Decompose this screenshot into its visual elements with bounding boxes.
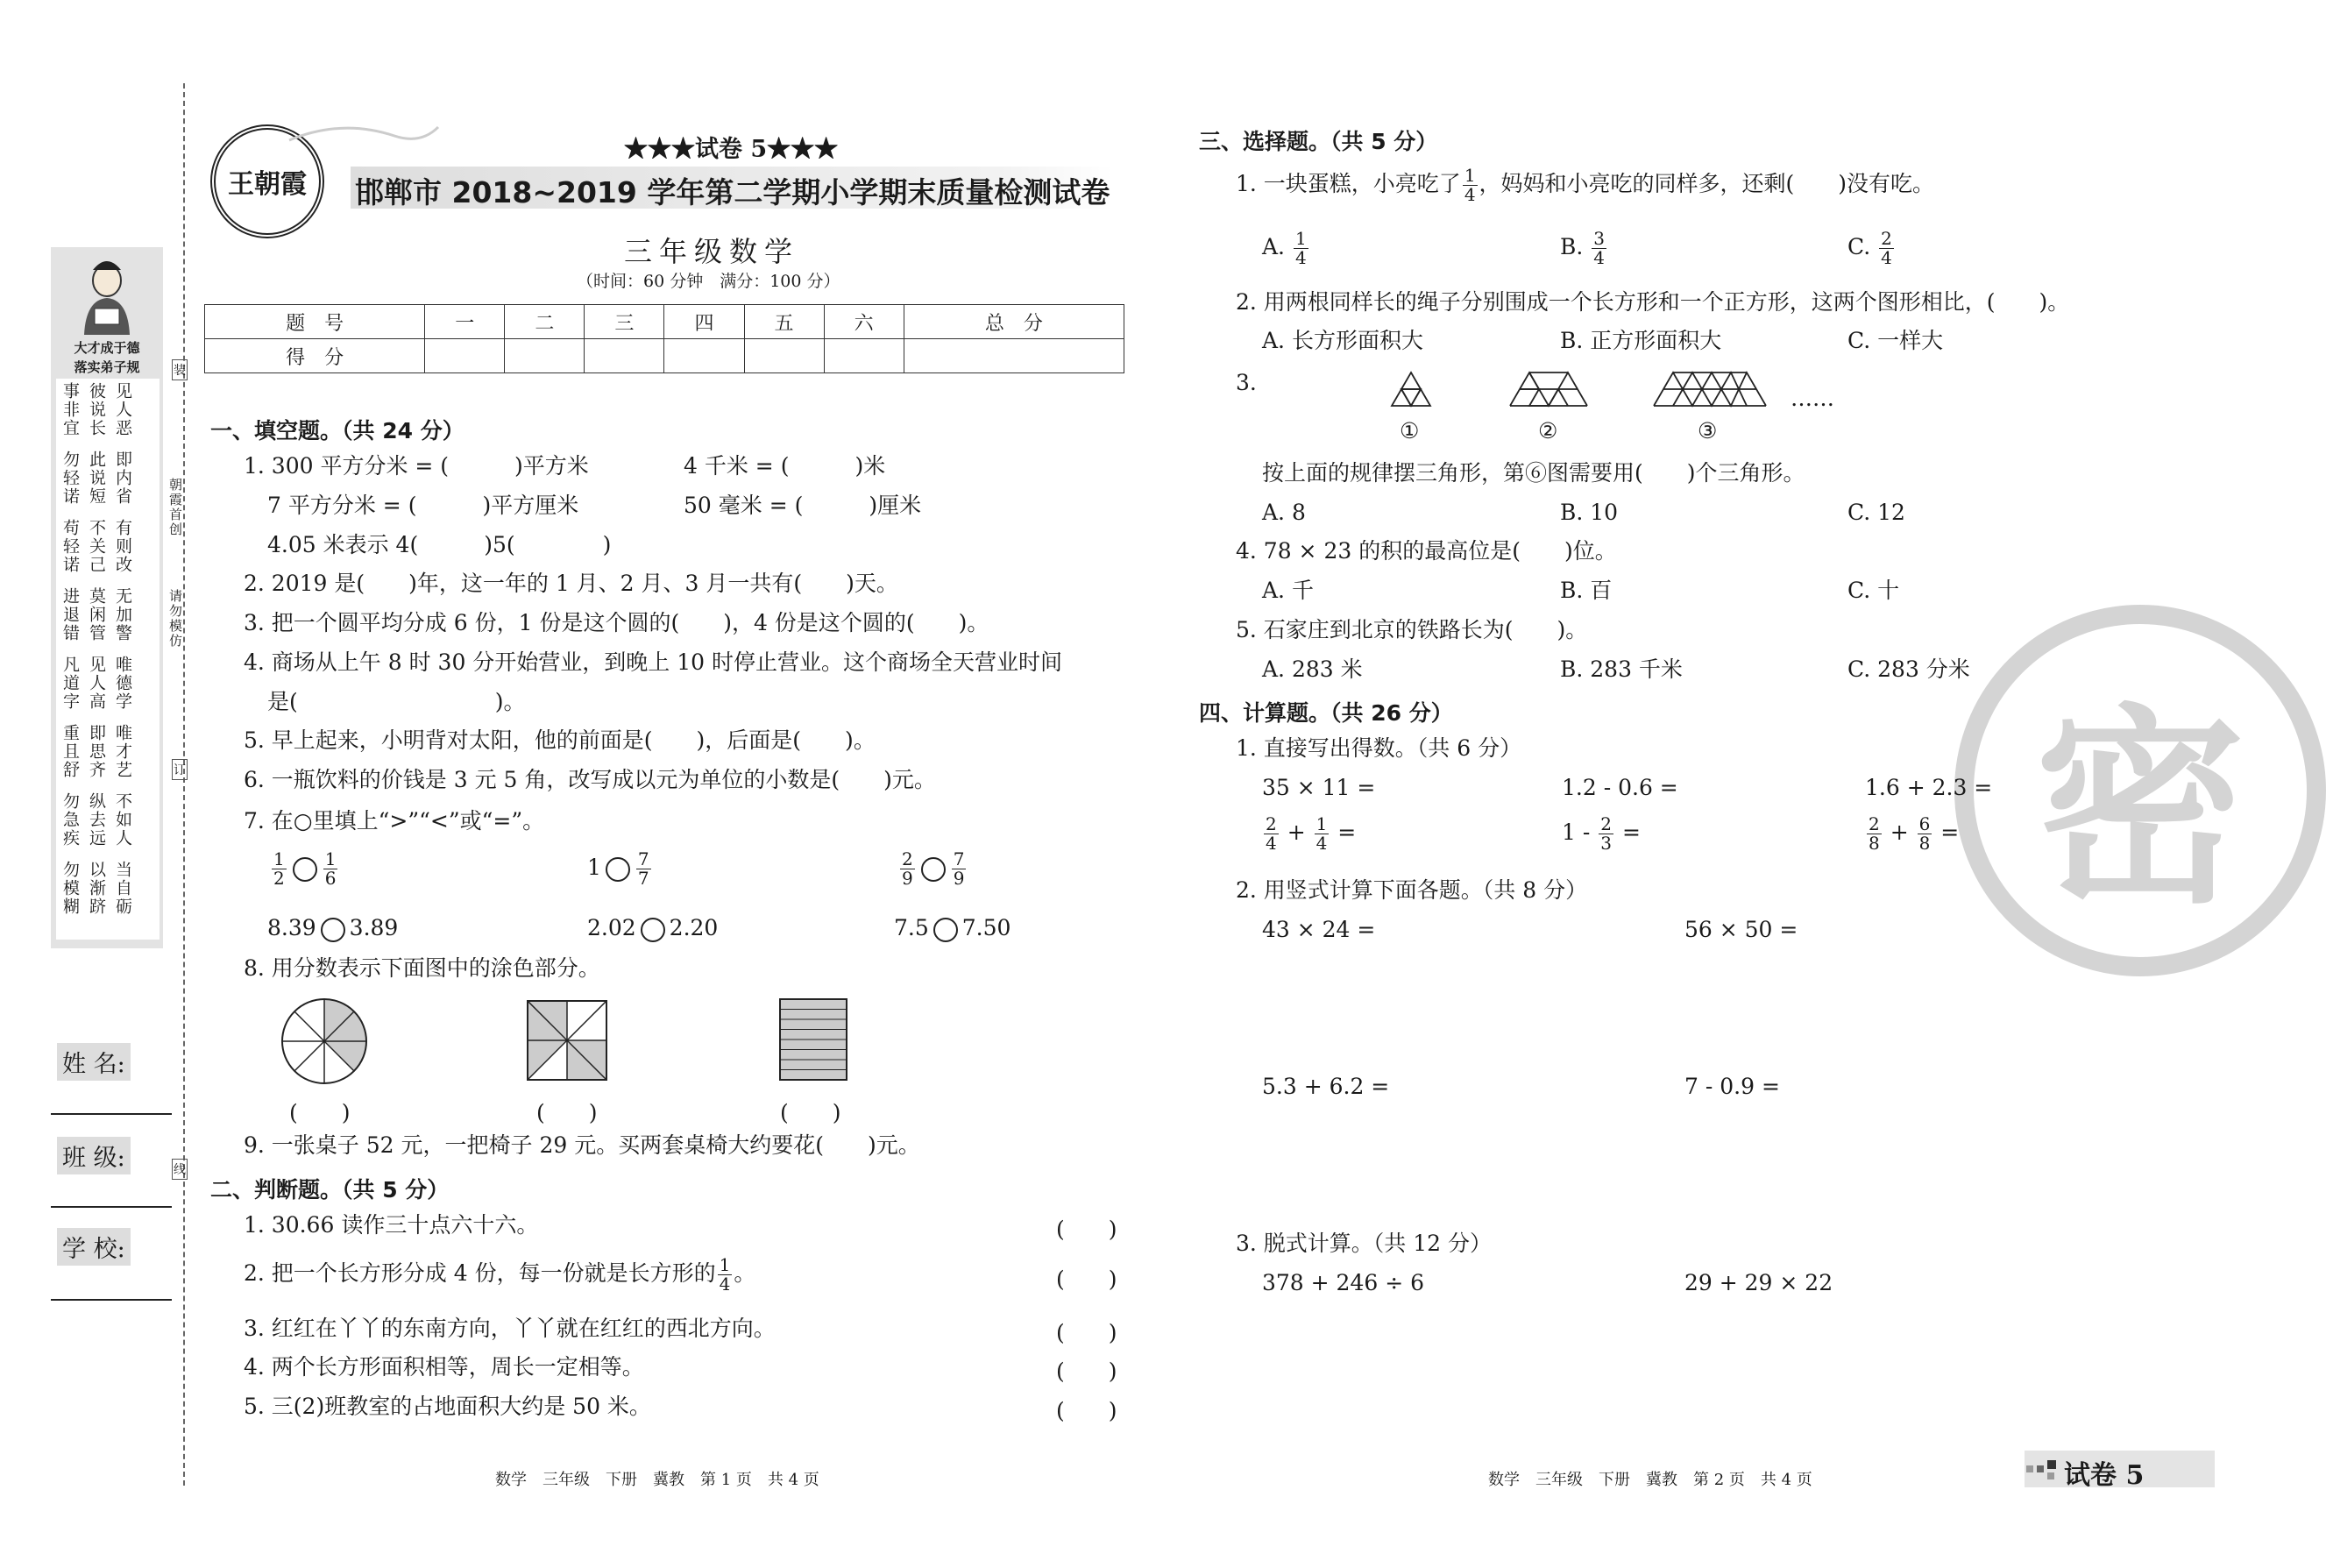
compare-a (270, 850, 339, 888)
proverb-column: 唯德学 (113, 656, 132, 711)
compare-circle[interactable] (293, 857, 317, 882)
calc-2-b: 56 × 50 = (1684, 917, 1798, 942)
choice-1-opt-b[interactable]: B. $\frac{3}{4}$ (1560, 228, 1606, 268)
score-row-label: 题 号 (205, 305, 425, 339)
q4-line2: 是( )。 (267, 689, 526, 714)
fraction: $\frac{2}{4}$ (1266, 813, 1277, 854)
judge-blank-3[interactable]: ( ) (1056, 1320, 1117, 1345)
proverb-column: 勿模糊 (60, 861, 80, 916)
scholar-illustration (75, 254, 138, 335)
proverb-column: 彼说长 (87, 382, 106, 437)
section3-title: 三、选择题。（共 5 分） (1199, 129, 1438, 154)
choice-3-opt-a[interactable]: A. 8 (1262, 500, 1306, 525)
score-cell[interactable] (585, 339, 664, 373)
choice-4-opt-a[interactable]: A. 千 (1262, 578, 1314, 603)
proverb-column: 此说短 (87, 451, 106, 506)
calc-1-c: 1.6 + 2.3 = (1865, 775, 1993, 800)
proverb-column: 莫闲管 (87, 587, 106, 642)
watermark-text: 密 (2034, 685, 2245, 932)
choice-3: 3. (1236, 370, 1257, 395)
judge-blank-4[interactable]: ( ) (1056, 1359, 1117, 1384)
score-header-cell: 六 (824, 305, 904, 339)
calc-3-b: 29 + 29 × 22 (1684, 1270, 1833, 1295)
exam-title: 邯郸市 2018~2019 学年第二学期小学期末质量检测试卷 (355, 175, 1110, 209)
sidebar-motto-box (51, 247, 163, 948)
score-cell[interactable] (425, 339, 505, 373)
school-label: 学 校: (57, 1228, 131, 1266)
calc-2: 2. 用竖式计算下面各题。（共 8 分） (1236, 877, 1588, 903)
fraction: $\frac{2}{9}$ (902, 848, 913, 889)
fraction: $\frac{2}{8}$ (1869, 813, 1880, 854)
fraction: $\frac{1}{4}$ (719, 1254, 731, 1295)
q9: 9. 一张桌子 52 元，一把椅子 29 元。买两套桌椅大约要花( )元。 (244, 1132, 920, 1158)
choice-3-opt-c[interactable]: C. 12 (1847, 500, 1905, 525)
choice-4: 4. 78 × 23 的积的最高位是( )位。 (1236, 538, 1617, 564)
q8-blank-3[interactable]: ( ) (780, 1100, 841, 1125)
q1-c: 7 平方分米 = ( )平方厘米 (267, 493, 579, 518)
time-score: （时间：60 分钟 满分：100 分） (577, 272, 840, 291)
compare-circle[interactable] (921, 857, 946, 882)
q1-e: 4.05 米表示 4( )5( ) (267, 532, 612, 557)
fraction: $\frac{1}{4}$ (1294, 228, 1307, 268)
choice-3-text: 按上面的规律摆三角形，第⑥图需要用( )个三角形。 (1262, 460, 1805, 486)
proverb-column: 无加警 (113, 587, 132, 642)
footer-left: 数学 三年级 下册 冀教 第 1 页 共 4 页 (495, 1471, 819, 1489)
triangle-figure-2 (1507, 371, 1588, 413)
fraction: $\frac{1}{6}$ (324, 848, 337, 889)
score-table (204, 304, 1124, 373)
strips-figure (778, 997, 848, 1085)
page-tag: 试卷 5 (2064, 1460, 2145, 1491)
score-cell[interactable] (505, 339, 585, 373)
fraction: $\frac{1}{4}$ (1464, 165, 1476, 205)
class-line[interactable] (51, 1206, 172, 1208)
q3: 3. 把一个圆平均分成 6 份，1 份是这个圆的( )，4 份是这个圆的( )。 (244, 610, 989, 635)
proverb-column: 不如人 (113, 792, 132, 848)
fraction: $\frac{3}{4}$ (1593, 228, 1606, 268)
proverb-column: 有则改 (113, 519, 132, 574)
fraction: $\frac{7}{9}$ (953, 848, 965, 889)
score-cell[interactable] (824, 339, 904, 373)
proverb-column: 勿急疾 (60, 792, 80, 848)
choice-4-opt-c[interactable]: C. 十 (1847, 578, 1900, 603)
score-header-cell: 一 (425, 305, 505, 339)
compare-circle[interactable] (933, 918, 958, 942)
brand-logo-text: 王朝霞 (228, 169, 307, 200)
choice-2: 2. 用两根同样长的绳子分别围成一个长方形和一个正方形，这两个图形相比，( )。 (1236, 289, 2070, 315)
page-tag-squares (2026, 1457, 2061, 1486)
footer-right: 数学 三年级 下册 冀教 第 2 页 共 4 页 (1488, 1471, 1812, 1489)
proverb-column: 见人恶 (113, 382, 132, 437)
calc-1-d: $\frac{2}{4}$ + $\frac{1}{4}$ = (1266, 813, 1357, 854)
compare-circle[interactable] (321, 918, 345, 942)
choice-1: 1. 一块蛋糕，小亮吃了 $\frac{1}{4}$ ，妈妈和小亮吃的同样多，还剩( )没有吃。 (1236, 165, 1935, 205)
proverb-column: 以渐跻 (87, 861, 106, 916)
judge-blank-2[interactable]: ( ) (1056, 1266, 1117, 1292)
choice-1-opt-a[interactable]: A. $\frac{1}{4}$ (1262, 228, 1307, 268)
compare-circle[interactable] (641, 918, 665, 942)
fraction: $\frac{1}{4}$ (1315, 813, 1328, 854)
compare-circle[interactable] (606, 857, 630, 882)
judge-2: 2. 把一个长方形分成 4 份，每一份就是长方形的 $\frac{1}{4}$ 。 (244, 1254, 756, 1295)
fraction: $\frac{2}{4}$ (1881, 228, 1892, 268)
compare-d: 8.39 3.89 (267, 915, 399, 940)
proverb-column: 见人高 (87, 656, 106, 711)
figure-label-3: ③ (1698, 418, 1718, 443)
proverb-column: 勿轻诺 (60, 451, 80, 506)
judge-1: 1. 30.66 读作三十点六十六。 (244, 1212, 539, 1238)
calc-2-d: 7 - 0.9 = (1684, 1074, 1780, 1099)
score-header-cell: 三 (585, 305, 664, 339)
square-figure (526, 999, 608, 1085)
q8: 8. 用分数表示下面图中的涂色部分。 (244, 955, 600, 981)
circle-figure (280, 997, 368, 1089)
proverb-column: 重且舒 (60, 724, 80, 779)
score-header-cell: 五 (744, 305, 824, 339)
choice-5-opt-b[interactable]: B. 283 千米 (1560, 656, 1683, 682)
proverb-column: 苟轻诺 (60, 519, 80, 574)
section4-title: 四、计算题。（共 26 分） (1199, 700, 1453, 726)
q6: 6. 一瓶饮料的价钱是 3 元 5 角，改写成以元为单位的小数是( )元。 (244, 767, 936, 792)
proverb-column: 凡道字 (60, 656, 80, 711)
compare-c (898, 850, 968, 888)
section1-title: 一、填空题。（共 24 分） (210, 418, 464, 443)
cut-line (183, 83, 185, 1486)
score-header-cell: 四 (664, 305, 744, 339)
q1-a: 1. 300 平方分米 = ( )平方米 (244, 453, 589, 479)
choice-5-opt-c[interactable]: C. 283 分米 (1847, 656, 1970, 682)
calc-3: 3. 脱式计算。（共 12 分） (1236, 1231, 1493, 1256)
name-line[interactable] (51, 1113, 172, 1115)
q8-blank-1[interactable]: ( ) (289, 1100, 351, 1125)
subject-title: 三年级数学 (624, 235, 800, 268)
calc-2-c: 5.3 + 6.2 = (1262, 1074, 1390, 1099)
fraction: $\frac{6}{8}$ (1918, 813, 1931, 854)
triangle-figure-3 (1651, 371, 1769, 413)
calc-1-f: $\frac{2}{8}$ + $\frac{6}{8}$ = (1869, 813, 1960, 854)
q1-d: 50 毫米 = ( )厘米 (684, 493, 922, 518)
proverb-column: 唯才艺 (113, 724, 132, 779)
q4-line1: 4. 商场从上午 8 时 30 分开始营业，到晚上 10 时停止营业。这个商场全天营业时间 (244, 649, 1063, 675)
proverb-column: 纵去远 (87, 792, 106, 848)
proverb-column: 事非宜 (60, 382, 80, 437)
score-cell[interactable] (664, 339, 744, 373)
q1-b: 4 千米 = ( )米 (684, 453, 886, 479)
fraction: $\frac{1}{2}$ (273, 848, 285, 889)
fraction: $\frac{7}{7}$ (637, 848, 649, 889)
q7: 7. 在○里填上“>”“<”或“=”。 (244, 808, 545, 834)
choice-2-opt-a[interactable]: A. 长方形面积大 (1262, 328, 1423, 353)
score-cell[interactable] (904, 339, 1124, 373)
proverb-column: 即内省 (113, 451, 132, 506)
compare-f: 7.5 7.50 (894, 915, 1011, 940)
seal-mark-2: 订 (172, 759, 188, 780)
proverb-column: 即思齐 (87, 724, 106, 779)
ribbon-decoration (289, 118, 438, 153)
figure-label-2: ② (1538, 418, 1558, 443)
q8-blank-2[interactable]: ( ) (536, 1100, 598, 1125)
choice-5: 5. 石家庄到北京的铁路长为( )。 (1236, 617, 1588, 642)
section2-title: 二、判断题。（共 5 分） (210, 1177, 450, 1203)
calc-2-a: 43 × 24 = (1262, 917, 1376, 942)
side-text-original: 朝霞首创 (167, 478, 183, 537)
motto-bottom: 落实弟子规 (74, 359, 140, 375)
choice-3-opt-b[interactable]: B. 10 (1560, 500, 1619, 525)
figure-label-1: ① (1400, 418, 1420, 443)
judge-4: 4. 两个长方形面积相等，周长一定相等。 (244, 1354, 644, 1380)
score-cell[interactable] (744, 339, 824, 373)
school-line[interactable] (51, 1299, 172, 1301)
compare-b: 1 $\frac{7}{7}$ (587, 848, 649, 889)
figure-ellipsis: …… (1791, 386, 1834, 411)
choice-4-opt-b[interactable]: B. 百 (1560, 578, 1613, 603)
class-label: 班 级: (57, 1137, 131, 1174)
compare-e: 2.02 2.20 (587, 915, 719, 940)
proverb-column: 不关己 (87, 519, 106, 574)
judge-blank-5[interactable]: ( ) (1056, 1398, 1117, 1423)
proverb-column: 进退错 (60, 587, 80, 642)
score-header-cell: 总 分 (904, 305, 1124, 339)
series-tag: ★★★试卷 5★★★ (624, 136, 839, 163)
calc-1-e: 1 - $\frac{2}{3}$ = (1562, 813, 1641, 854)
choice-2-opt-b[interactable]: B. 正方形面积大 (1560, 328, 1722, 353)
watermark-seal (1954, 605, 2326, 976)
triangle-figure-1 (1389, 371, 1433, 413)
choice-2-opt-c[interactable]: C. 一样大 (1847, 328, 1944, 353)
name-label: 姓 名: (57, 1043, 131, 1081)
side-text-no-copy: 请勿模仿 (167, 589, 183, 649)
motto-top: 大才成于德 (74, 340, 140, 356)
calc-1-b: 1.2 - 0.6 = (1562, 775, 1678, 800)
calc-3-a: 378 + 246 ÷ 6 (1262, 1270, 1425, 1295)
seal-mark-3: 线 (172, 1159, 188, 1180)
score-header-cell: 二 (505, 305, 585, 339)
q5: 5. 早上起来，小明背对太阳，他的前面是( )，后面是( )。 (244, 727, 876, 753)
seal-mark-1: 装 (172, 359, 188, 380)
proverb-column: 当自砺 (113, 861, 132, 916)
choice-1-opt-c[interactable]: C. $\frac{2}{4}$ (1847, 228, 1892, 268)
q2: 2. 2019 是( )年，这一年的 1 月、2 月、3 月一共有( )天。 (244, 571, 898, 596)
calc-1-a: 35 × 11 = (1262, 775, 1376, 800)
choice-5-opt-a[interactable]: A. 283 米 (1262, 656, 1363, 682)
judge-5: 5. 三(2)班教室的占地面积大约是 50 米。 (244, 1394, 651, 1419)
calc-1: 1. 直接写出得数。（共 6 分） (1236, 735, 1522, 761)
fraction: $\frac{2}{3}$ (1600, 813, 1612, 854)
score-row-label: 得 分 (205, 339, 425, 373)
judge-3: 3. 红红在丫丫的东南方向，丫丫就在红红的西北方向。 (244, 1316, 776, 1341)
judge-blank-1[interactable]: ( ) (1056, 1217, 1117, 1242)
